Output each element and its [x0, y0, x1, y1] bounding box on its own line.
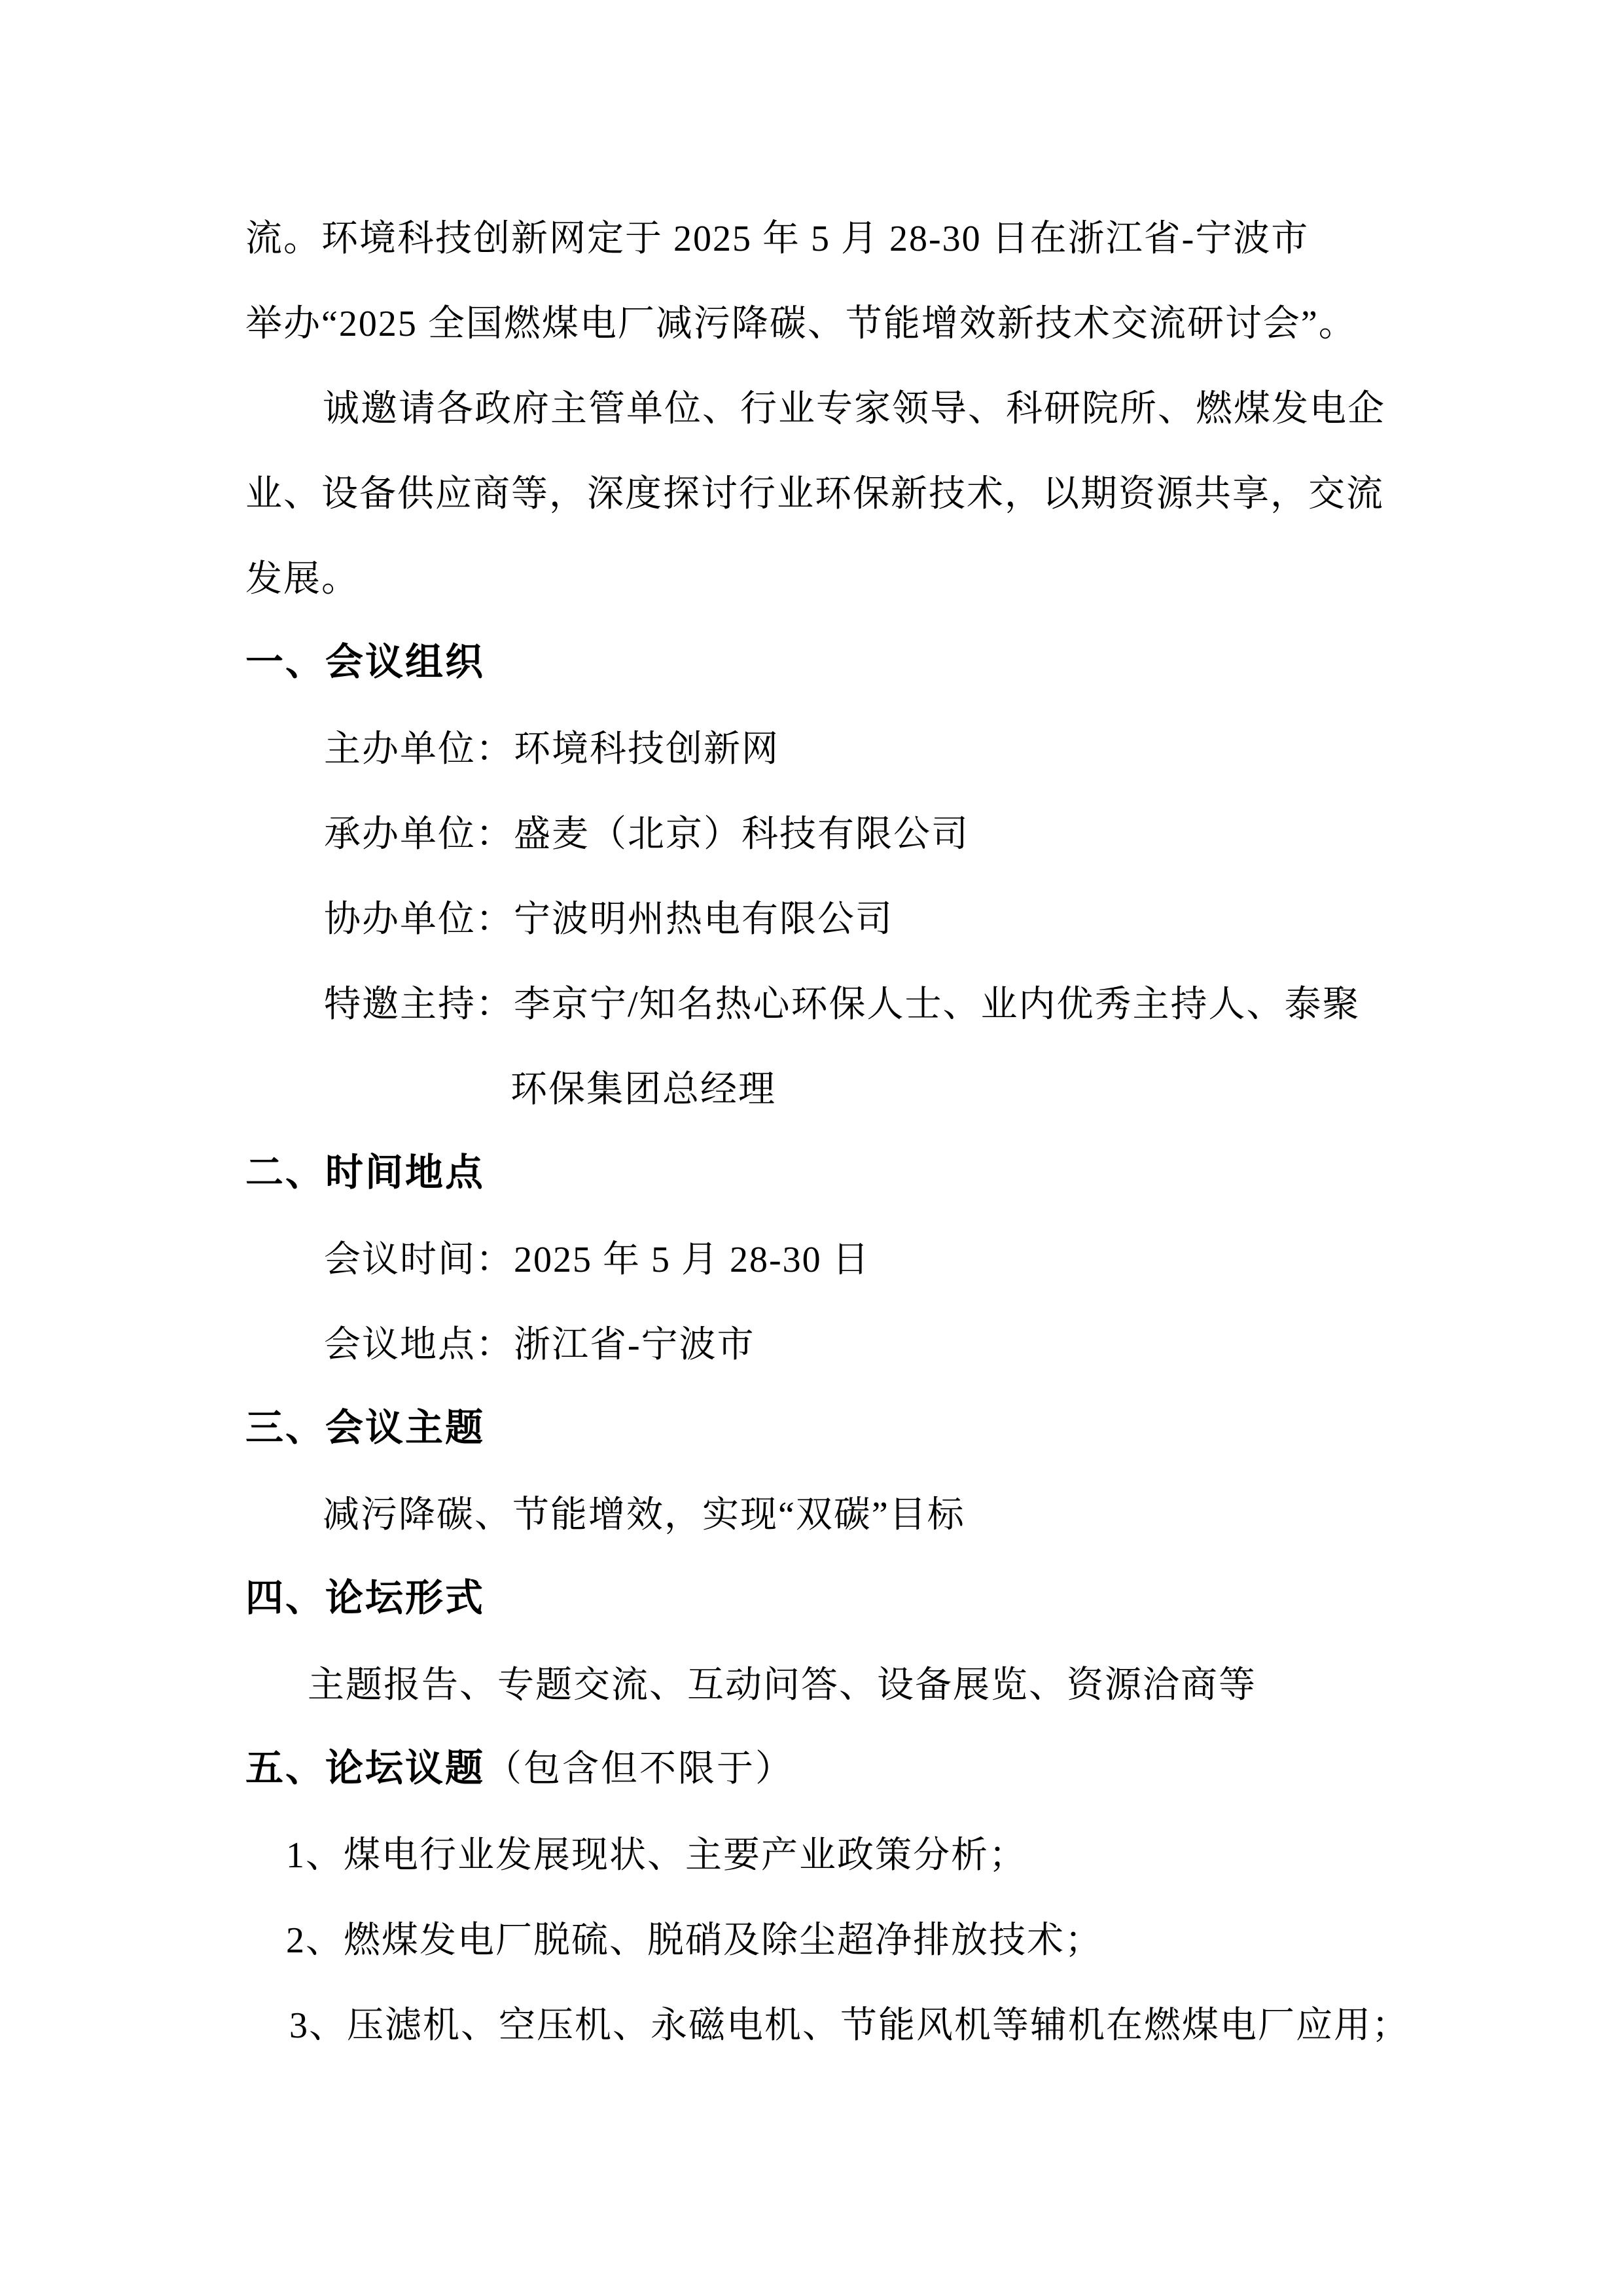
invitation-line-1: 诚邀请各政府主管单位、行业专家领导、科研院所、燃煤发电企: [323, 389, 1385, 429]
theme-line: 减污降碳、节能增效，实现“双碳”目标: [323, 1495, 965, 1535]
section-4-heading: 四、论坛形式: [245, 1577, 486, 1619]
special-host-line: 特邀主持：李京宁/知名热心环保人士、业内优秀主持人、泰聚: [324, 984, 1361, 1025]
forum-format-line: 主题报告、专题交流、互动问答、设备展览、资源洽商等: [308, 1665, 1257, 1706]
topic-item-1: 1、煤电行业发展现状、主要产业政策分析；: [286, 1835, 1027, 1876]
special-host-continuation-line: 环保集团总经理: [510, 1069, 776, 1110]
section-2-heading: 二、时间地点: [245, 1151, 486, 1194]
section-5-heading-note: （包含但不限于）: [485, 1749, 794, 1789]
invitation-line-2: 业、设备供应商等，深度探讨行业环保新技术，以期资源共享，交流: [245, 474, 1384, 514]
section-1-heading: 一、会议组织: [245, 641, 486, 683]
section-3-heading: 三、会议主题: [245, 1407, 486, 1449]
intro-line-1: 流。环境科技创新网定于 2025 年 5 月 28-30 日在浙江省-宁波市: [245, 219, 1310, 259]
meeting-place-line: 会议地点：浙江省-宁波市: [324, 1325, 755, 1365]
co-organizer-line: 协办单位：宁波明州热电有限公司: [324, 899, 893, 940]
organizer-line: 承办单位：盛麦（北京）科技有限公司: [324, 814, 969, 855]
topic-item-3: 3、压滤机、空压机、永磁电机、节能风机等辅机在燃煤电厂应用；: [289, 2005, 1410, 2046]
section-5-heading: [245, 1749, 794, 1787]
host-organization-line: 主办单位：环境科技创新网: [324, 729, 779, 770]
topic-item-2: 2、燃煤发电厂脱硫、脱硝及除尘超净排放技术；: [286, 1920, 1103, 1961]
intro-line-2: 举办“2025 全国燃煤电厂减污降碳、节能增效新技术交流研讨会”。: [245, 304, 1357, 344]
invitation-line-3: 发展。: [245, 559, 359, 600]
meeting-time-line: 会议时间：2025 年 5 月 28-30 日: [324, 1240, 870, 1280]
section-5-heading-text: 五、论坛议题: [245, 1747, 486, 1789]
